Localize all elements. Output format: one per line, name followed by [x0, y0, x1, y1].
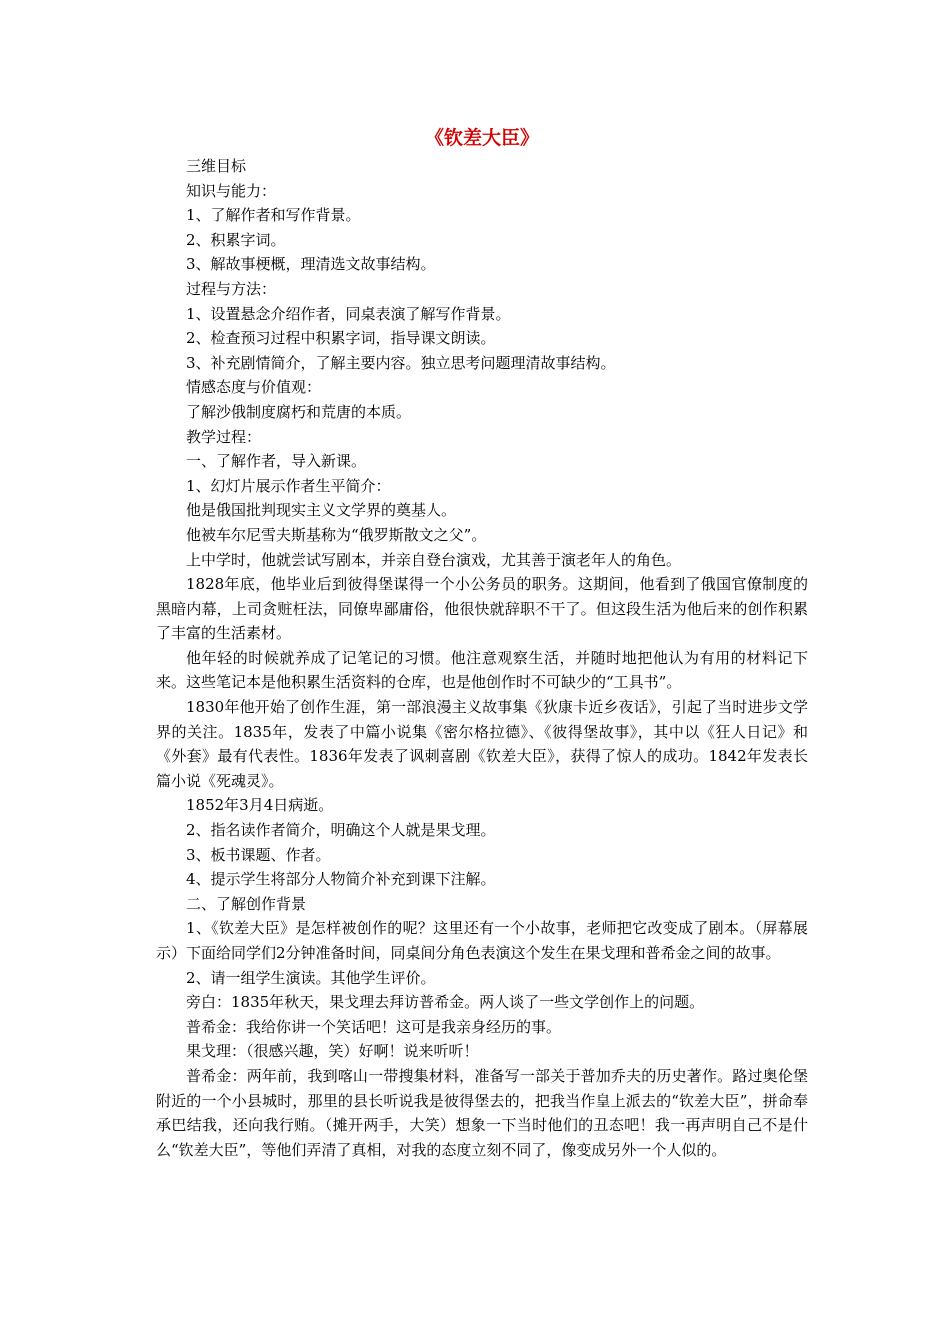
paragraph: 旁白：1835年秋天，果戈理去拜访普希金。两人谈了一些文学创作上的问题。 — [186, 993, 705, 1012]
paragraph: 普希金：我给你讲一个笑话吧！这可是我亲身经历的事。 — [186, 1017, 562, 1036]
paragraph: 一、了解作者，导入新课。 — [186, 452, 367, 471]
paragraph: 1852年3月4日病逝。 — [186, 796, 334, 815]
paragraph: 上中学时，他就尝试写剧本，并亲自登台演戏，尤其善于演老年人的角色。 — [186, 550, 682, 569]
paragraph: 他是俄国批判现实主义文学界的奠基人。 — [186, 501, 457, 520]
document-body — [156, 154, 808, 1162]
paragraph: 三维目标 — [186, 157, 247, 175]
paragraph: 教学过程： — [186, 427, 262, 446]
paragraph: 1、《钦差大臣》是怎样被创作的呢？这里还有一个小故事，老师把它改变成了剧本。（屏幕展示）下面给同学们2分钟准备时间，同桌间分角色表演这个发生在果戈理和普希金之间的故事。 — [156, 919, 808, 962]
paragraph: 1828年底，他毕业后到彼得堡谋得一个小公务员的职务。这期间，他看到了俄国官僚制度的黑暗内幕，上司贪赃枉法，同僚卑鄙庸俗，他很快就辞职不干了。但这段生活为他后来的创作积累了丰富的生活素材。 — [156, 575, 808, 643]
paragraph: 2、积累字词。 — [186, 230, 286, 249]
paragraph: 2、指名读作者简介，明确这个人就是果戈理。 — [186, 821, 496, 840]
paragraph: 2、请一组学生演读。其他学生评价。 — [186, 968, 436, 987]
paragraph: 普希金：两年前，我到喀山一带搜集材料，准备写一部关于普加乔夫的历史著作。路过奥伦堡附近的一个小县城时，那里的县长听说我是彼得堡去的，把我当作皇上派去的“钦差大臣”，拼命奉承巴结我，还向我行贿。（摊开两手，大笑）想象一下当时他们的丑态吧！我一再声明自己不是什么“钦差大臣”，等他们弄清了真相，对我的态度立刻不同了，像变成另外一个人似的。 — [156, 1066, 808, 1159]
paragraph: 1830年他开始了创作生涯，第一部浪漫主义故事集《狄康卡近乡夜话》，引起了当时进步文学界的关注。1835年，发表了中篇小说集《密尔格拉德》、《彼得堡故事》，其中以《狂人日记》和《外套》最有代表性。1836年发表了讽刺喜剧《钦差大臣》，获得了惊人的成功。1842年发表长篇小说《死魂灵》。 — [156, 698, 808, 790]
paragraph: 1、设置悬念介绍作者，同桌表演了解写作背景。 — [186, 304, 511, 323]
document-page — [156, 124, 808, 1162]
paragraph: 1、了解作者和写作背景。 — [186, 206, 361, 225]
paragraph: 了解沙俄制度腐朽和荒唐的本质。 — [186, 402, 412, 421]
paragraph: 3、板书课题、作者。 — [186, 845, 331, 864]
paragraph: 果戈理：（很感兴趣，笑）好啊！说来听听！ — [186, 1042, 479, 1061]
paragraph: 过程与方法： — [186, 279, 277, 298]
paragraph: 3、解故事梗概，理清选文故事结构。 — [186, 255, 436, 274]
paragraph: 他被车尔尼雪夫斯基称为“俄罗斯散文之父”。 — [186, 525, 487, 544]
document-title: 《钦差大臣》 — [424, 127, 539, 149]
paragraph: 4、提示学生将部分人物简介补充到课下注解。 — [186, 870, 496, 889]
paragraph: 知识与能力： — [186, 181, 277, 200]
paragraph: 1、幻灯片展示作者生平简介： — [186, 476, 391, 495]
paragraph: 2、检查预习过程中积累字词，指导课文朗读。 — [186, 329, 496, 348]
paragraph: 3、补充剧情简介，了解主要内容。独立思考问题理清故事结构。 — [186, 353, 616, 372]
paragraph: 情感态度与价值观： — [186, 378, 322, 397]
paragraph: 他年轻的时候就养成了记笔记的习惯。他注意观察生活，并随时地把他认为有用的材料记下来。这些笔记本是他积累生活资料的仓库，也是他创作时不可缺少的“工具书”。 — [156, 648, 808, 692]
paragraph: 二、了解创作背景 — [186, 894, 307, 913]
